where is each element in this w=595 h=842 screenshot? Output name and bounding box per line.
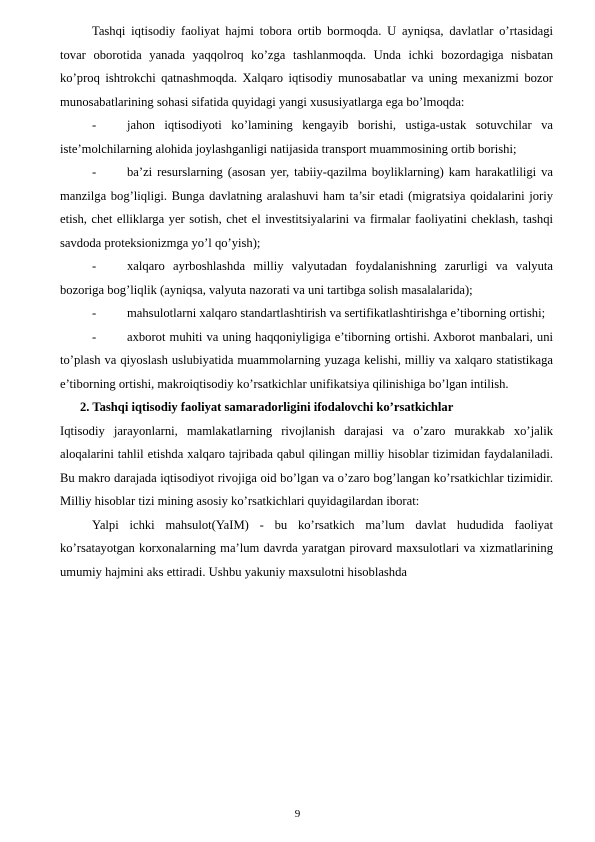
bullet-dash: - — [92, 165, 97, 179]
list-item-text: jahon iqtisodiyoti ko’lamining kengayib borishi, ustiga-ustak sotuvchilar va iste’molchilarning alohida joylashganligi natijasida transport muammosining ortib borishi; — [60, 118, 553, 156]
body-paragraph: Iqtisodiy jarayonlarni, mamlakatlarning rivojlanish darajasi va o’zaro murakkab xo’jalik aloqalarini tahlil etishda xalqaro tajribada qabul qilingan milliy hisoblar tizimidan faydalaniladi. Bu makro darajada iqtisodiyot rivojiga oid bo’lgan va o’zaro bog’langan ko’rsatkichlar tizimidir. Milliy hisoblar tizi mining asosiy ko’rsatkichlari quyidagilardan iborat: — [60, 423, 553, 508]
list-item — [60, 161, 553, 255]
list-item — [60, 114, 553, 161]
list-item — [60, 326, 553, 397]
body-paragraph: Yalpi ichki mahsulot(YaIM) - bu ko’rsatkich ma’lum davlat hududida faoliyat ko’rsatayotgan korxonalarning ma’lum davrda yaratgan pirovard maxsulotlari va xizmatlarining umumiy hajmini aks ettiradi. Ushbu yakuniy maxsulotni hisoblashda — [60, 517, 553, 579]
intro-paragraph: Tashqi iqtisodiy faoliyat hajmi tobora ortib bormoqda. U ayniqsa, davlatlar o’rtasidagi tovar oborotida yanada yaqqolroq ko’zga tashlanmoqda. Unda ichki bozordagiga nisbatan ko’proq ishtrokchi qatnashmoqda. Xalqaro iqtisodiy munosabatlar va uning mexanizmi bozor munosabatlarining sohasi sifatida quyidagi yangi xususiyatlarga ega bo’lmoqda: — [60, 24, 553, 109]
page-content — [60, 20, 553, 584]
list-item-text: axborot muhiti va uning haqqoniyligiga e’tiborning ortishi. Axborot manbalari, uni to’plash va qiyoslash uslubiyatida muammolarning yuzaga kelishi, milliy va xalqaro statistikaga e’tiborning ortishi, makroiqtisodiy ko’rsatkichlar unifikatsiya qilinishiga bo’lgan intilish. — [60, 329, 553, 391]
bullet-dash: - — [92, 329, 97, 344]
list-item — [60, 302, 553, 326]
page-number: 9 — [294, 808, 301, 820]
bullet-dash: - — [92, 259, 97, 273]
bullet-dash: - — [92, 118, 97, 132]
list-item — [60, 255, 553, 302]
list-item-text: ba’zi resurslarning (asosan yer, tabiiy-qazilma boyliklarning) kam harakatliligi va manzilga bog’liqligi. Bunga davlatning aralashuvi ham ta’sir etadi (migratsiya qoidalarini joriy etish, chet elliklarga yer sotish, chet el investitsiyalarini va firmalar faoliyatini cheklash, tashqi savdoda proteksionizmga yo’l qo’yish); — [60, 165, 553, 250]
bullet-dash: - — [92, 306, 97, 320]
list-item-text: mahsulotlarni xalqaro standartlashtirish va sertifikatlashtirishga e’tiborning ortishi; — [127, 306, 546, 320]
list-item-text: xalqaro ayrboshlashda milliy valyutadan foydalanishning zarurligi va valyuta bozoriga bog’liqlik (ayniqsa, valyuta nazorati va uni tartibga solish masalalarida); — [60, 259, 553, 297]
section-heading: 2. Tashqi iqtisodiy faoliyat samaradorligini ifodalovchi ko’rsatkichlar — [80, 400, 454, 414]
